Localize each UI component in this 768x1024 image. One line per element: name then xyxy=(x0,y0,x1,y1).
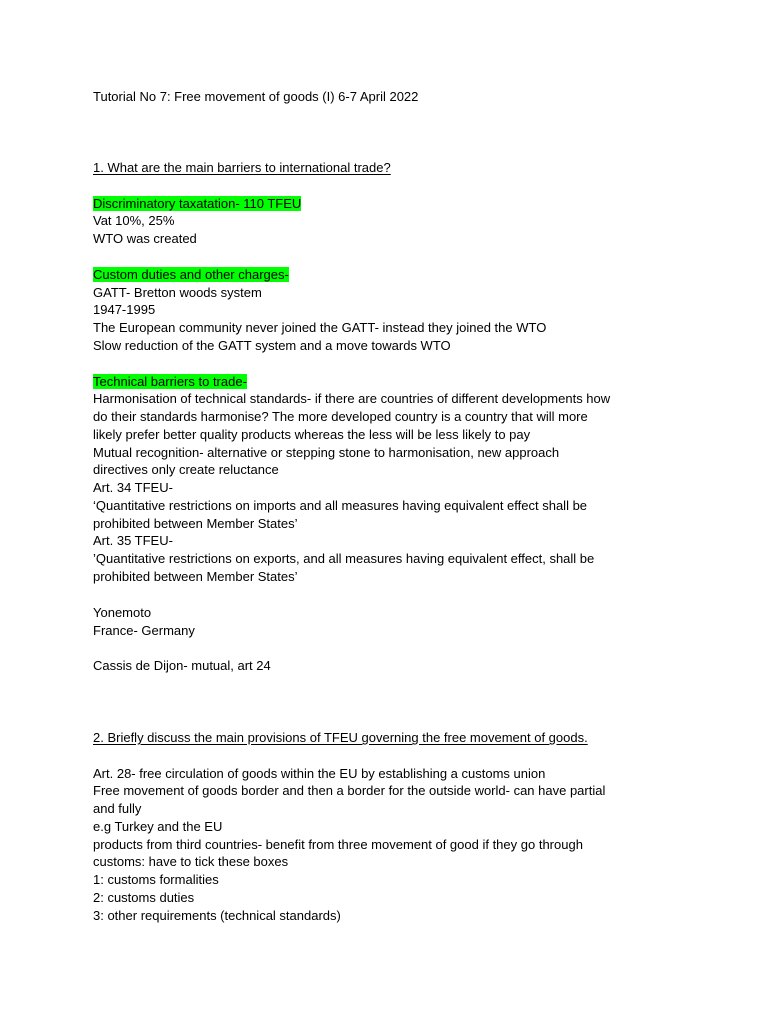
text-line: ‘Quantitative restrictions on imports and all measures having equivalent effect shall be xyxy=(93,498,588,513)
list-item: 1: customs formalities xyxy=(93,872,219,887)
text-line: ’Quantitative restrictions on exports, and all measures having equivalent effect, shall be xyxy=(93,551,595,566)
text-line: do their standards harmonise? The more developed country is a country that will more xyxy=(93,409,588,424)
text-line: Art. 28- free circulation of goods within the EU by establishing a customs union xyxy=(93,766,546,781)
case-name: France- Germany xyxy=(93,623,195,638)
text-line: prohibited between Member States’ xyxy=(93,516,298,531)
text-line: 1947-1995 xyxy=(93,302,156,317)
text-line: likely prefer better quality products whereas the less will be less likely to pay xyxy=(93,427,531,442)
text-line: Free movement of goods border and then a border for the outside world- can have partial xyxy=(93,783,606,798)
text-line: products from third countries- benefit from three movement of good if they go through xyxy=(93,837,583,852)
heading-technical-barriers: Technical barriers to trade- xyxy=(93,374,247,389)
text-line: and fully xyxy=(93,801,142,816)
question-2: 2. Briefly discuss the main provisions of TFEU governing the free movement of goods. xyxy=(93,730,588,745)
page-title: Tutorial No 7: Free movement of goods (I) 6-7 April 2022 xyxy=(93,89,419,104)
text-line: Mutual recognition- alternative or stepping stone to harmonisation, new approach xyxy=(93,445,560,460)
case-name: Yonemoto xyxy=(93,605,152,620)
text-line: e.g Turkey and the EU xyxy=(93,819,223,834)
text-line: Harmonisation of technical standards- if there are countries of different developments how xyxy=(93,391,611,406)
text-line: WTO was created xyxy=(93,231,197,246)
text-line: Art. 34 TFEU- xyxy=(93,480,173,495)
heading-custom-duties: Custom duties and other charges- xyxy=(93,267,289,282)
text-line: Vat 10%, 25% xyxy=(93,213,175,228)
question-1: 1. What are the main barriers to international trade? xyxy=(93,160,391,175)
list-item: 2: customs duties xyxy=(93,890,195,905)
text-line: Art. 35 TFEU- xyxy=(93,533,173,548)
text-line: Slow reduction of the GATT system and a move towards WTO xyxy=(93,338,451,353)
heading-discriminatory-taxation: Discriminatory taxatation- 110 TFEU xyxy=(93,196,302,211)
text-line: customs: have to tick these boxes xyxy=(93,854,289,869)
text-line: directives only create reluctance xyxy=(93,462,279,477)
cassis-line: Cassis de Dijon- mutual, art 24 xyxy=(93,658,271,673)
text-line: prohibited between Member States’ xyxy=(93,569,298,584)
text-line: The European community never joined the GATT- instead they joined the WTO xyxy=(93,320,547,335)
list-item: 3: other requirements (technical standards) xyxy=(93,908,341,923)
text-line: GATT- Bretton woods system xyxy=(93,285,262,300)
